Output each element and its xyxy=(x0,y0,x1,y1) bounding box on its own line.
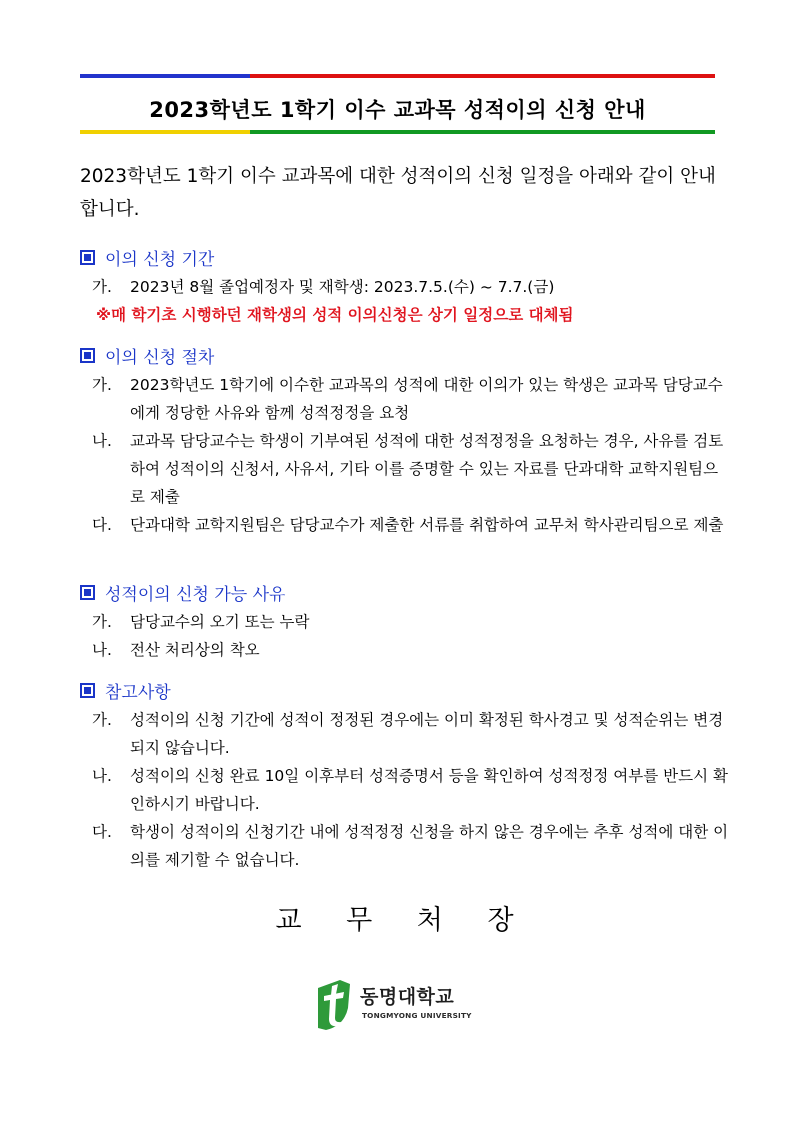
section-items xyxy=(78,273,738,301)
section-heading xyxy=(78,343,738,367)
section-heading xyxy=(78,678,738,702)
list-item-label: 가. xyxy=(92,376,112,394)
list-item-label: 다. xyxy=(92,516,112,534)
page-title: 2023학년도 1학기 이수 교과목 성적이의 신청 안내 xyxy=(149,98,646,122)
section-items xyxy=(78,608,738,664)
title-bottom-bar xyxy=(80,130,715,134)
list-item-text: 성적이의 신청 완료 10일 이후부터 성적증명서 등을 확인하여 성적정정 여부를 반드시 확인하시기 바랍니다. xyxy=(130,767,728,813)
list-item-text: 학생이 성적이의 신청기간 내에 성적정정 신청을 하지 않은 경우에는 추후 성적에 대한 이의를 제기할 수 없습니다. xyxy=(130,823,729,869)
section-items xyxy=(78,706,738,874)
list-item xyxy=(78,636,738,664)
logo-korean-name: 동명대학교 xyxy=(360,986,455,1008)
title-top-bar-blue xyxy=(80,74,250,78)
square-bullet-icon xyxy=(80,683,95,698)
list-item-label: 나. xyxy=(92,432,112,450)
section-heading-text: 참고사항 xyxy=(105,682,171,703)
list-item xyxy=(78,273,738,301)
title-bottom-bar-green xyxy=(250,130,715,134)
list-item xyxy=(78,427,738,511)
university-logo xyxy=(314,978,484,1034)
warning-note: ※매 학기초 시행하던 재학생의 성적 이의신청은 상기 일정으로 대체됨 xyxy=(96,306,574,324)
square-bullet-icon xyxy=(80,585,95,600)
intro-paragraph: 2023학년도 1학기 이수 교과목에 대한 성적이의 신청 일정을 아래와 같이 안내합니다. xyxy=(80,166,716,220)
university-emblem-icon xyxy=(314,978,354,1032)
section-period xyxy=(78,245,738,329)
list-item xyxy=(78,511,738,539)
section-heading xyxy=(78,245,738,269)
section-procedure xyxy=(78,343,738,539)
list-item-text: 교과목 담당교수는 학생이 기부여된 성적에 대한 성적정정을 요청하는 경우, 사유를 검토하여 성적이의 신청서, 사유서, 기타 이를 증명할 수 있는 자료를 단과대학 교학지원팀으로 제출 xyxy=(130,432,724,506)
list-item-text: 2023학년도 1학기에 이수한 교과목의 성적에 대한 이의가 있는 학생은 교과목 담당교수에게 정당한 사유와 함께 성적정정을 요청 xyxy=(130,376,723,422)
square-bullet-icon xyxy=(80,348,95,363)
title-top-bar xyxy=(80,74,715,78)
list-item-label: 가. xyxy=(92,278,112,296)
list-item xyxy=(78,706,738,762)
list-item-text: 2023년 8월 졸업예정자 및 재학생: 2023.7.5.(수) ~ 7.7.(금) xyxy=(130,278,555,296)
title-bottom-bar-yellow xyxy=(80,130,250,134)
list-item xyxy=(78,762,738,818)
list-item-text: 성적이의 신청 기간에 성적이 정정된 경우에는 이미 확정된 학사경고 및 성적순위는 변경되지 않습니다. xyxy=(130,711,724,757)
section-heading-text: 이의 신청 기간 xyxy=(105,249,215,270)
list-item-label: 가. xyxy=(92,613,112,631)
section-heading-text: 이의 신청 절차 xyxy=(105,347,215,368)
section-heading xyxy=(78,580,738,604)
list-item xyxy=(78,818,738,874)
list-item xyxy=(78,371,738,427)
title-band xyxy=(80,74,715,136)
list-item-label: 나. xyxy=(92,767,112,785)
logo-english-name: TONGMYONG UNIVERSITY xyxy=(362,1011,472,1020)
list-item-label: 나. xyxy=(92,641,112,659)
list-item xyxy=(78,608,738,636)
section-items xyxy=(78,371,738,539)
list-item-text: 단과대학 교학지원팀은 담당교수가 제출한 서류를 취합하여 교무처 학사관리팀으로 제출 xyxy=(130,516,724,534)
square-bullet-icon xyxy=(80,250,95,265)
list-item-text: 전산 처리상의 착오 xyxy=(130,641,260,659)
list-item-text: 담당교수의 오기 또는 누락 xyxy=(130,613,310,631)
section-reasons xyxy=(78,580,738,664)
section-notes xyxy=(78,678,738,874)
list-item-label: 다. xyxy=(92,823,112,841)
list-item-label: 가. xyxy=(92,711,112,729)
section-heading-text: 성적이의 신청 가능 사유 xyxy=(105,584,286,605)
signature-dean: 교 무 처 장 xyxy=(275,905,532,936)
title-top-bar-red xyxy=(250,74,715,78)
